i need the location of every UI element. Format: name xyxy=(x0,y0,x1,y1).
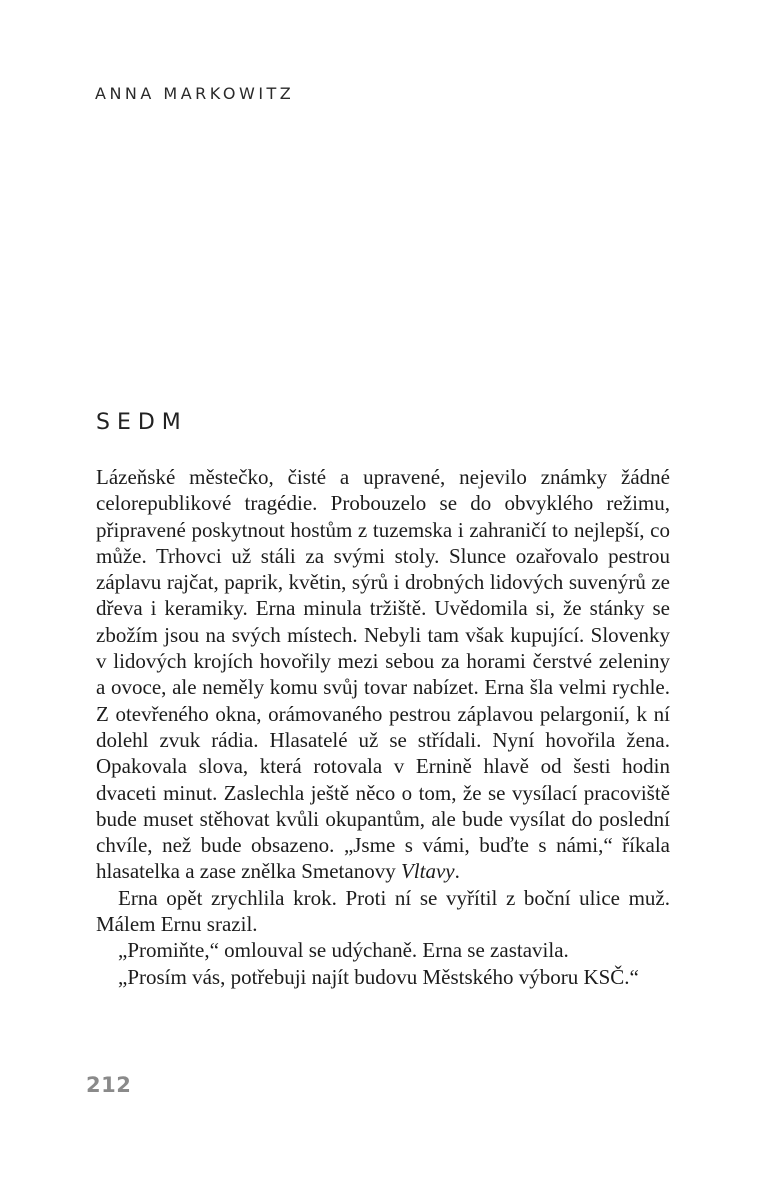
paragraph: Erna opět zrychlila krok. Proti ní se vyřítil z boční ulice muž. Málem Ernu srazil. xyxy=(96,885,670,937)
page-number: 212 xyxy=(86,1073,132,1097)
body-text xyxy=(96,464,670,990)
running-head: ANNA MARKOWITZ xyxy=(95,84,295,103)
paragraph: „Prosím vás, potřebuji najít budovu Městského výboru KSČ.“ xyxy=(118,964,639,989)
paragraph-emphasis: Vltavy xyxy=(400,859,455,884)
chapter-title: SEDM xyxy=(96,410,188,435)
paragraph xyxy=(96,464,670,885)
paragraph-text: Lázeňské městečko, čisté a upravené, nejevilo známky žádné celorepublikové tragédie. Probouzelo se do obvyklého režimu, připravené poskytnout hostům z tuzemska i zahraničí to nejlepší, co může. Trhovci už stáli za svými stoly. Slunce ozařovalo pestrou záplavu rajčat, paprik, květin, sýrů i drobných lidových suvenýrů ze dřeva i keramiky. Erna minula tržiště. Uvědomila si, že stánky se zbožím jsou na svých místech. Nebyli tam však kupující. Slovenky v lidových krojích hovořily mezi sebou za horami čerstvé zeleniny a ovoce, ale neměly komu svůj tovar nabízet. Erna šla velmi rychle. Z otevřeného okna, orámovaného pestrou záplavou pelargonií, k ní dolehl zvuk rádia. Hlasatelé už se střídali. Nyní hovořila žena. Opakovala slova, která rotovala v Ernině hlavě od šesti hodin dvaceti minut. Zaslechla ještě něco o tom, že se vysílací pracoviště bude muset stěhovat kvůli okupantům, ale bude vysílat do poslední chvíle, než bude obsazeno. „Jsme s vámi, buďte s námi,“ říkala hlasatelka a zase znělka Smetanovy xyxy=(96,465,670,884)
paragraph: „Promiňte,“ omlouval se udýchaně. Erna se zastavila. xyxy=(118,938,569,963)
paragraph-text-end: . xyxy=(454,859,460,884)
